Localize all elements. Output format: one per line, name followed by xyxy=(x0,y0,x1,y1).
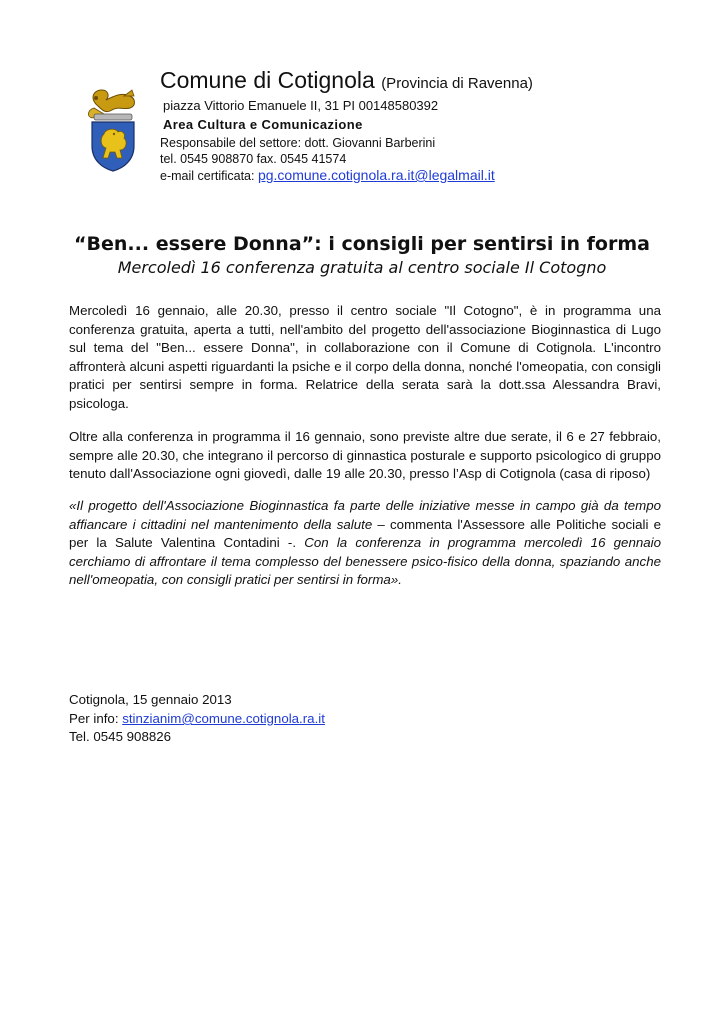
quote-paragraph xyxy=(69,497,661,590)
paragraph-2: Oltre alla conferenza in programma il 16 gennaio, sono previste altre due serate, il 6 e 27 febbraio, sempre alle 20.30, che integrano il percorso di ginnastica posturale e supporto psicologico di gruppo tenuto dall'Associazione ogni giovedì, dalle 19 alle 20.30, presso l’Asp di Cotignola (casa di riposo) xyxy=(69,429,661,481)
department-name: Area Cultura e Comunicazione xyxy=(163,117,363,132)
quote-part-3: Con la conferenza in programma mercoledì 16 gennaio cerchiamo di affrontare il tema complesso del benessere psico-fisico della donna, spaziando anche nell'omeopatia, con consigli pratici per sentirsi in forma». xyxy=(69,535,661,587)
contact-phone: Tel. 0545 908826 xyxy=(69,729,172,744)
responsible-line: Responsabile del settore: dott. Giovanni Barberini xyxy=(160,136,436,150)
municipality-title xyxy=(160,66,533,98)
address-line: piazza Vittorio Emanuele II, 31 PI 00148580392 xyxy=(163,98,439,113)
province-label: (Provincia di Ravenna) xyxy=(381,75,533,92)
certified-email-line xyxy=(160,167,495,184)
paragraph-1: Mercoledì 16 gennaio, alle 20.30, presso il centro sociale "Il Cotogno", è in programma una conferenza gratuita, aperta a tutti, nell'ambito del progetto dell'associazione Bioginnastica di Lugo sul tema del "Ben... essere Donna", in collaborazione con il Comune di Cotignola. L'incontro affronterà alcuni aspetti riguardanti la psiche e il corpo della donna, nonché l'omeopatia, con consigli pratici per sentirsi sempre in forma. Relatrice della serata sarà la dott.ssa Alessandra Bravi, psicologa. xyxy=(69,303,661,411)
info-label: Per info: xyxy=(69,711,123,726)
document-date: Cotignola, 15 gennaio 2013 xyxy=(69,692,232,707)
info-email-link[interactable]: stinzianim@comune.cotignola.ra.it xyxy=(122,711,325,726)
municipality-name: Comune di Cotignola xyxy=(160,67,375,93)
phone-fax-line: tel. 0545 908870 fax. 0545 41574 xyxy=(160,152,347,166)
certified-email-label: e-mail certificata: xyxy=(160,169,258,183)
quote-part-1: «Il progetto dell'Associazione Bioginnastica fa parte delle iniziative messe in campo già da tempo affiancare i cittadini nel mantenimento della salute xyxy=(69,498,661,532)
certified-email-link[interactable]: pg.comune.cotignola.ra.it@legalmail.it xyxy=(257,167,495,183)
quote-part-2: – commenta l'Assessore alle Politiche sociali e per la Salute Valentina Contadini -. xyxy=(69,516,661,550)
article-subtitle: Mercoledì 16 conferenza gratuita al centro sociale Il Cotogno xyxy=(117,258,607,277)
info-line xyxy=(69,710,325,729)
coat-of-arms-icon xyxy=(84,86,142,172)
article-title: “Ben... essere Donna”: i consigli per sentirsi in forma xyxy=(74,233,650,255)
